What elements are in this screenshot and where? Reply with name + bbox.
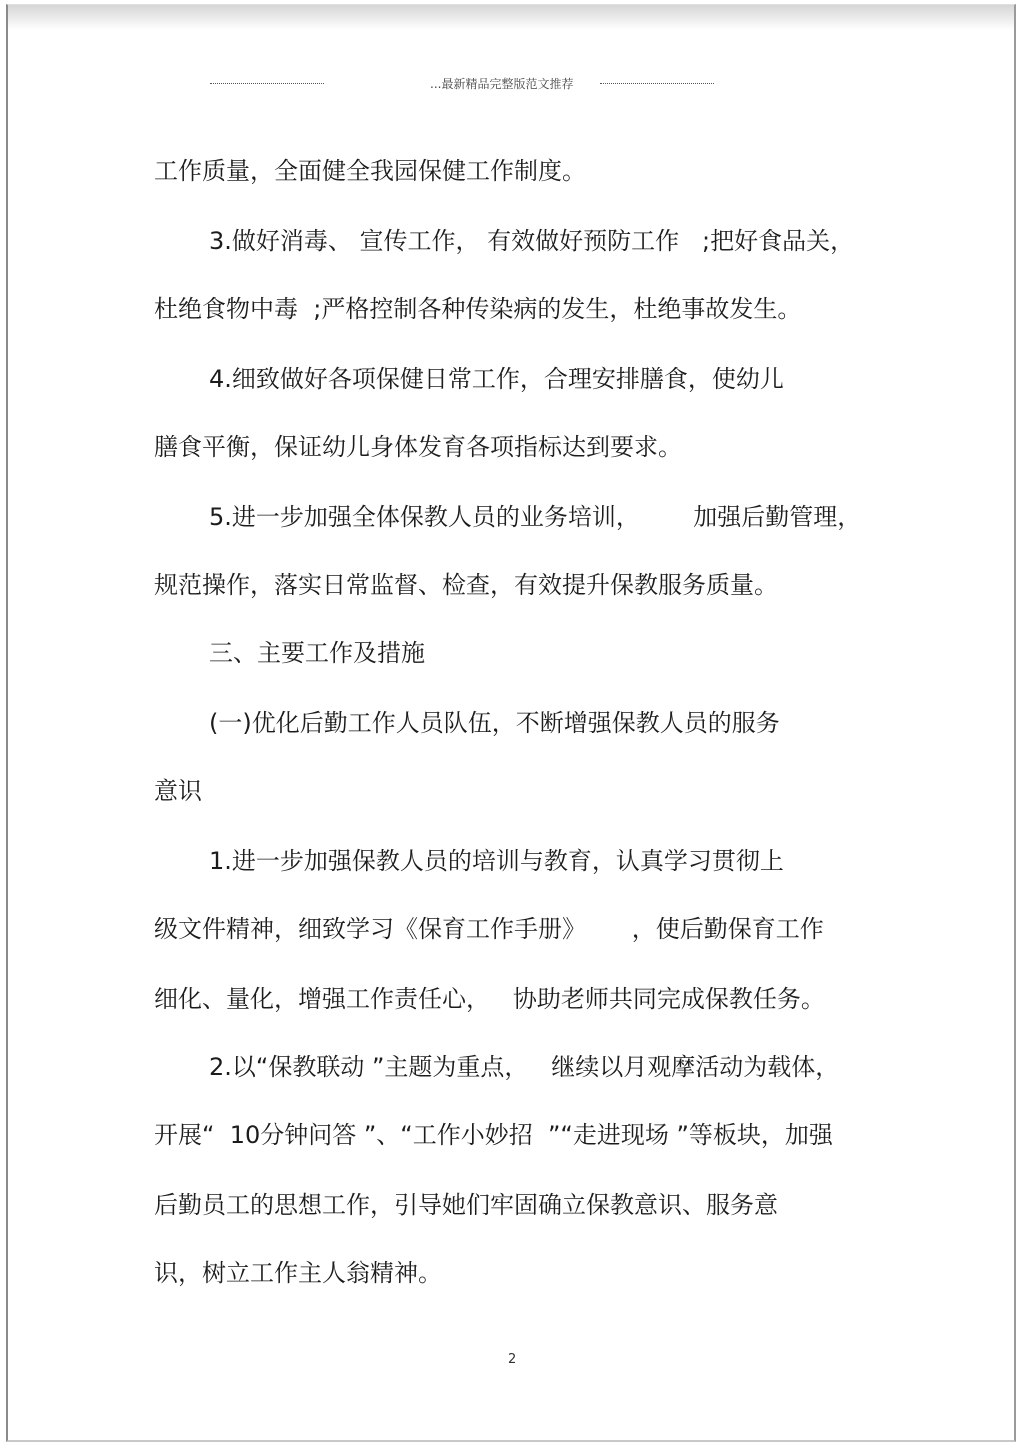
header-rule-left <box>210 83 324 84</box>
paragraph-line: 规范操作，落实日常监督、检查，有效提升保教服务质量。 <box>154 571 778 599</box>
paragraph-line: 3.做好消毒、 宣传工作， 有效做好预防工作 ;把好食品关， <box>209 227 855 255</box>
page-number: 2 <box>508 1352 517 1367</box>
header-rule-right <box>600 83 714 84</box>
subsection-heading: (一)优化后勤工作人员队伍，不断增强保教人员的服务 <box>209 709 780 737</box>
paragraph-line: 工作质量，全面健全我园保健工作制度。 <box>154 157 586 185</box>
paragraph-line: 2.以“保教联动 ”主题为重点， 继续以月观摩活动为载体， <box>209 1053 840 1081</box>
paragraph-line: 级文件精神，细致学习《保育工作手册》 ，使后勤保育工作 <box>154 915 824 943</box>
paragraph-line: 细化、量化，增强工作责任心， 协助老师共同完成保教任务。 <box>154 985 825 1013</box>
paragraph-line: 后勤员工的思想工作，引导她们牢固确立保教意识、服务意 <box>154 1191 778 1219</box>
paragraph-line: 识，树立工作主人翁精神。 <box>154 1259 442 1287</box>
paragraph-line: 杜绝食物中毒 ;严格控制各种传染病的发生，杜绝事故发生。 <box>154 295 802 323</box>
paragraph-line: 1.进一步加强保教人员的培训与教育，认真学习贯彻上 <box>209 847 784 875</box>
page-header <box>0 74 1024 94</box>
paragraph-line: 5.进一步加强全体保教人员的业务培训， 加强后勤管理， <box>209 503 862 531</box>
paragraph-line: 意识 <box>154 777 202 805</box>
paragraph-line: 开展“ 10分钟问答 ”、“工作小妙招 ”“走进现场 ”等板块，加强 <box>154 1121 833 1149</box>
section-heading: 三、主要工作及措施 <box>209 639 425 667</box>
paragraph-line: 4.细致做好各项保健日常工作，合理安排膳食，使幼儿 <box>209 365 784 393</box>
header-title: ...最新精品完整版范文推荐 <box>430 77 574 91</box>
paragraph-line: 膳食平衡，保证幼儿身体发育各项指标达到要求。 <box>154 433 682 461</box>
